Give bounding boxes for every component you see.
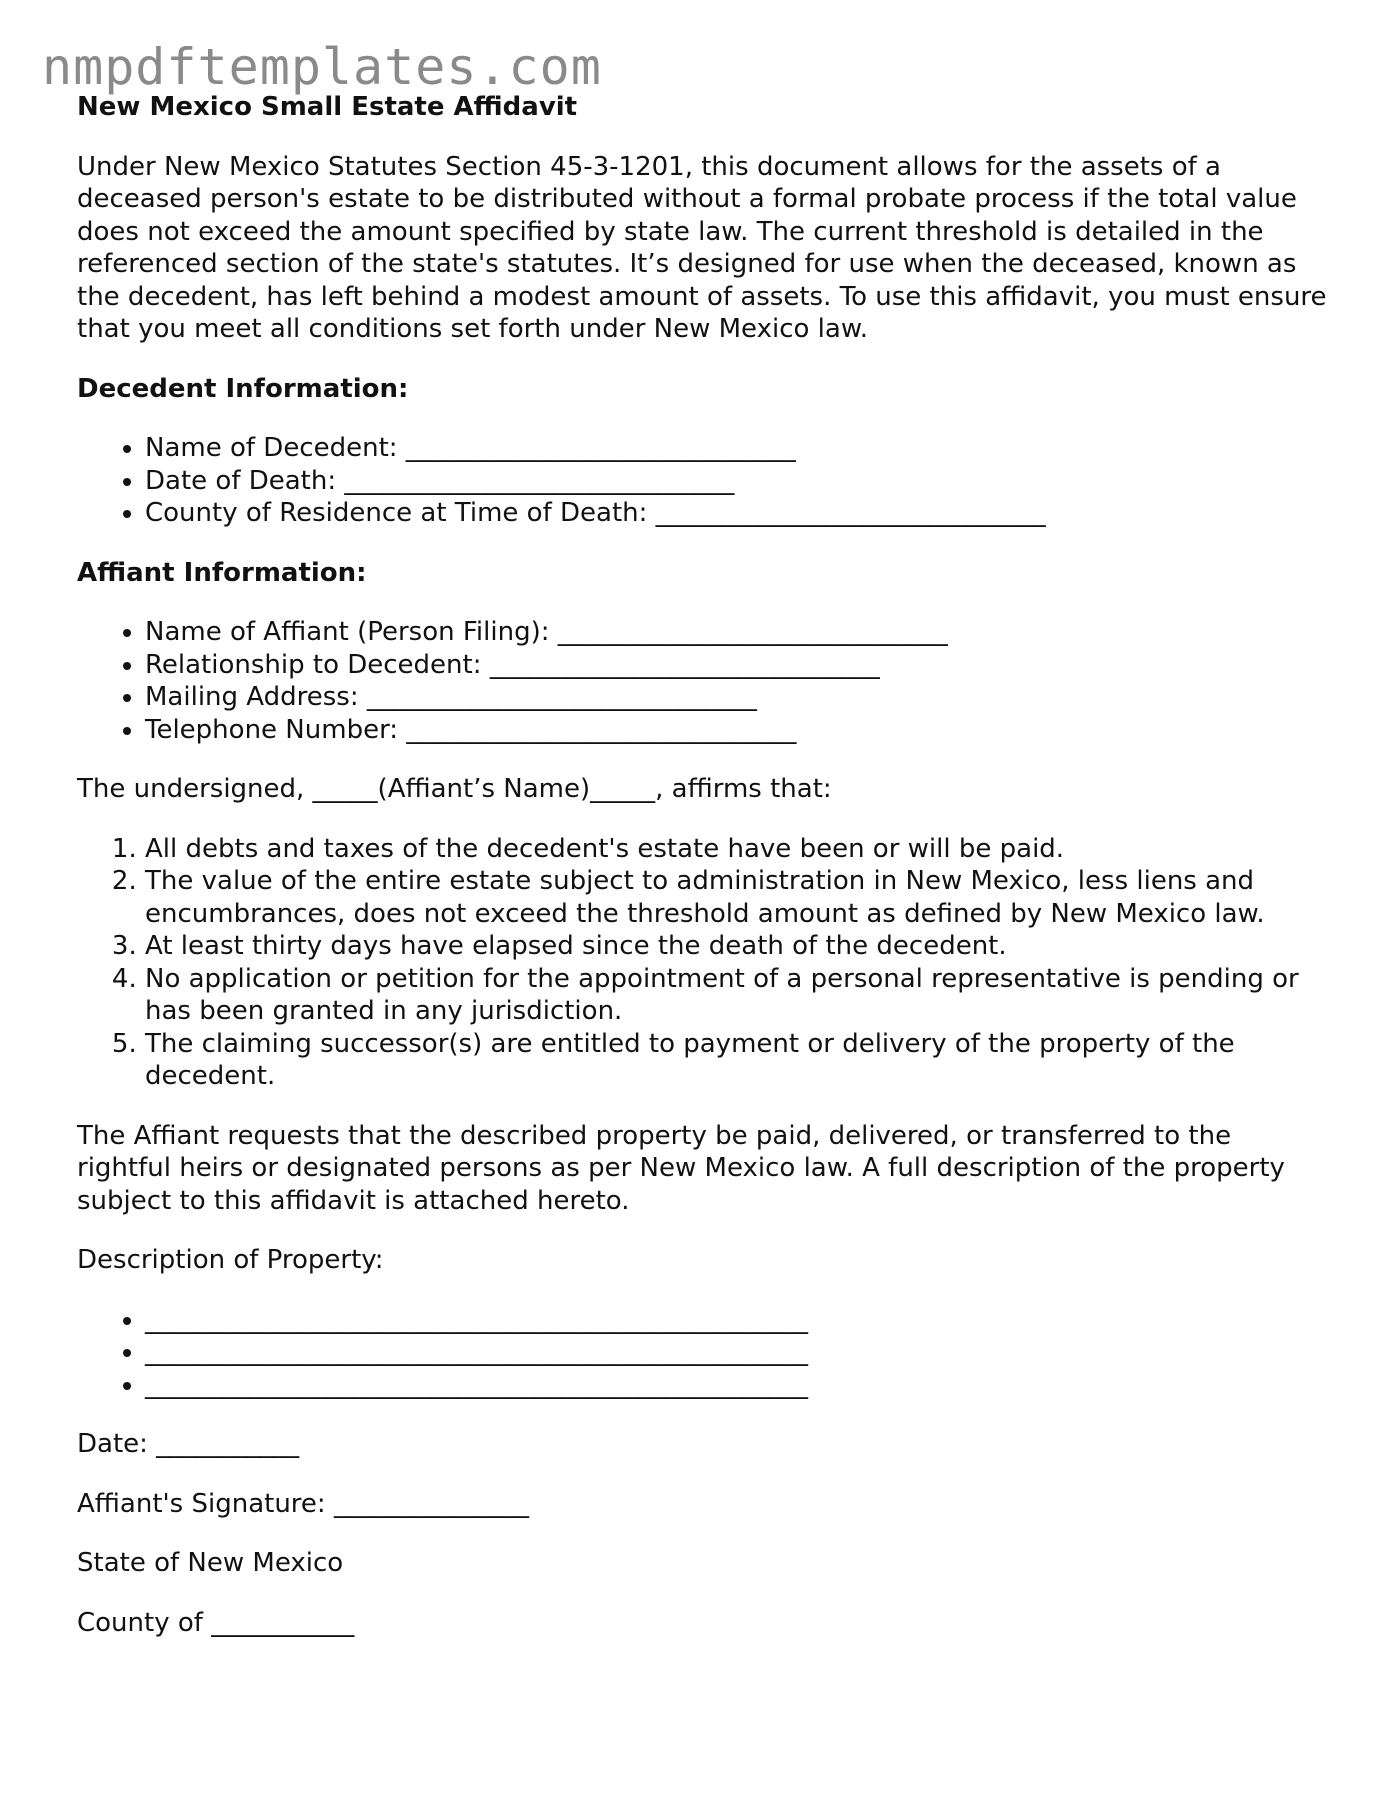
property-line: • ___________________________________________________ <box>145 1369 1327 1402</box>
decedent-death-date-field: • Date of Death: ______________________________ <box>145 465 1327 498</box>
condition-item: 1. All debts and taxes of the decedent's estate have been or will be paid. <box>145 833 1327 866</box>
affiant-address-field: • Mailing Address: ______________________________ <box>145 681 1327 714</box>
request-paragraph: The Affiant requests that the described property be paid, delivered, or transferred to the rightful heirs or designated persons as per New Mexico law. A full description of the property subject to this affidavit is attached hereto. <box>77 1120 1285 1216</box>
affiant-relationship-field: • Relationship to Decedent: ______________________________ <box>145 649 1327 682</box>
property-line: • ___________________________________________________ <box>145 1336 1327 1369</box>
condition-item: 2. The value of the entire estate subject to administration in New Mexico, less liens and encumbrances, does not exceed the threshold amount as defined by New Mexico law. <box>145 865 1327 930</box>
condition-item: 3. At least thirty days have elapsed since the death of the decedent. <box>145 930 1327 963</box>
document-title: New Mexico Small Estate Affidavit <box>77 92 578 122</box>
affiant-list <box>77 616 1327 746</box>
property-line: • ___________________________________________________ <box>145 1304 1327 1337</box>
decedent-list <box>77 432 1327 530</box>
affiant-name-field: • Name of Affiant (Person Filing): ______________________________ <box>145 616 1327 649</box>
condition-item: 5. The claiming successor(s) are entitled to payment or delivery of the property of the decedent. <box>145 1028 1327 1093</box>
decedent-county-field: • County of Residence at Time of Death: ______________________________ <box>145 497 1327 530</box>
condition-item: 4. No application or petition for the appointment of a personal representative is pending or has been granted in any jurisdiction. <box>145 963 1327 1028</box>
intro-paragraph: Under New Mexico Statutes Section 45-3-1201, this document allows for the assets of a deceased person's estate to be distributed without a formal probate process if the total value does not exceed the amount specified by state law. The current threshold is detailed in the referenced section of the state's statutes. It’s designed for use when the deceased, known as the decedent, has left behind a modest amount of assets. To use this affidavit, you must ensure that you meet all conditions set forth under New Mexico law. <box>77 151 1327 344</box>
decedent-name-field: • Name of Decedent: ______________________________ <box>145 432 1327 465</box>
county-field: County of ___________ <box>77 1607 355 1638</box>
affiant-phone-field: • Telephone Number: ______________________________ <box>145 714 1327 747</box>
document-page <box>77 91 1327 1639</box>
conditions-list <box>77 833 1327 1093</box>
affirmation-statement: The undersigned, _____(Affiant’s Name)_____, affirms that: <box>77 774 832 804</box>
affiant-heading: Affiant Information: <box>77 557 367 588</box>
date-field: Date: ___________ <box>77 1429 300 1459</box>
decedent-heading: Decedent Information: <box>77 373 409 404</box>
state-line: State of New Mexico <box>77 1548 344 1578</box>
signature-field: Affiant's Signature: _______________ <box>77 1488 529 1519</box>
property-label: Description of Property: <box>77 1245 384 1275</box>
property-list <box>77 1304 1327 1402</box>
watermark: nmpdftemplates.com <box>42 38 602 96</box>
